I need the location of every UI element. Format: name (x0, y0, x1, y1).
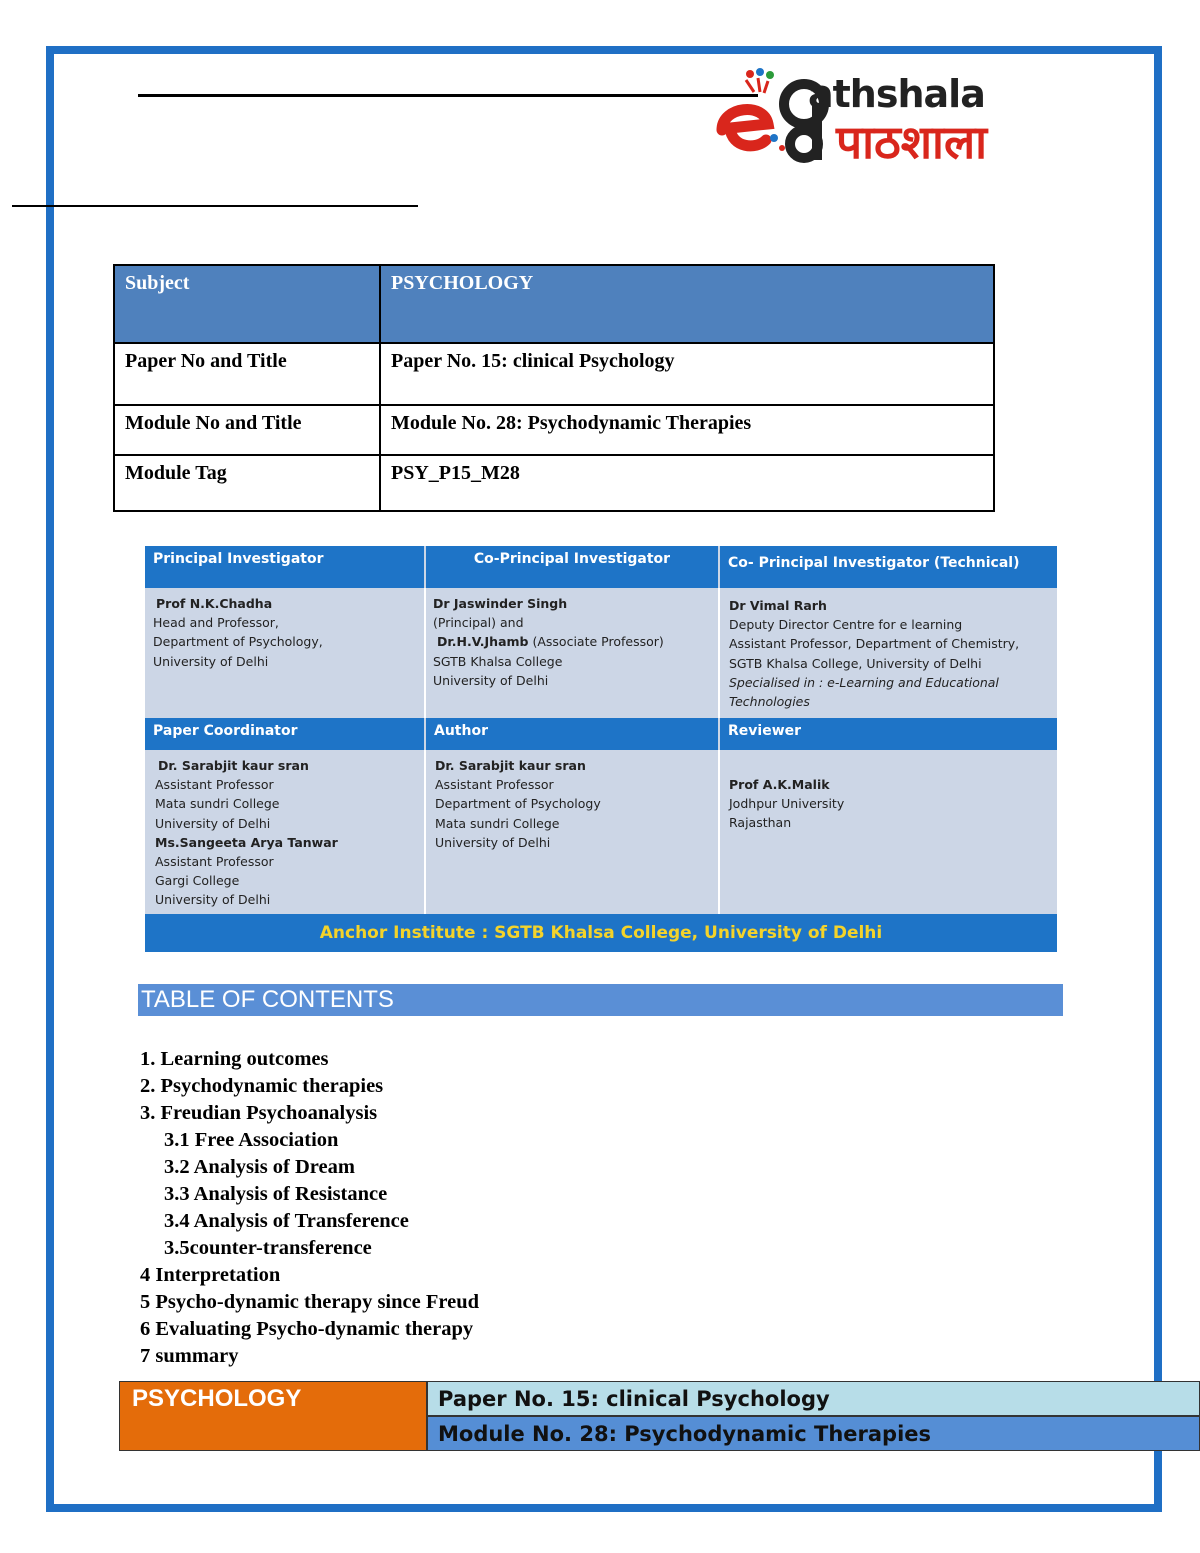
toc-list (140, 1046, 479, 1370)
coordinator-line: Assistant Professor (155, 777, 274, 793)
reviewer-details (729, 775, 1054, 833)
toc-item[interactable]: 7 summary (140, 1345, 239, 1367)
toc-item[interactable]: 1. Learning outcomes (140, 1048, 329, 1070)
toc-item[interactable]: 3.1 Free Association (164, 1129, 339, 1151)
copi-tech-details (729, 596, 1054, 711)
epathshala-logo (712, 66, 1068, 170)
module-tag-label: Module Tag (114, 455, 380, 511)
paper-label: Paper No and Title (114, 343, 380, 405)
coordinator-details (155, 756, 423, 910)
subject-value: PSYCHOLOGY (380, 265, 994, 343)
copi-tech-line: Technologies (729, 694, 810, 710)
toc-item[interactable]: 3. Freudian Psychoanalysis (140, 1102, 378, 1124)
module-value: Module No. 28: Psychodynamic Therapies (380, 405, 994, 455)
copi-tech-name: Dr Vimal Rarh (729, 598, 827, 613)
table-row (114, 455, 994, 511)
logo-text-devanagari: पाठशाला (836, 115, 988, 169)
copi-tech-line: SGTB Khalsa College, University of Delhi (729, 655, 982, 671)
pi-name: Prof N.K.Chadha (156, 596, 273, 611)
footer-paper: Paper No. 15: clinical Psychology (427, 1381, 1200, 1416)
copi-tech-header: Co- Principal Investigator (Technical) (720, 546, 1057, 588)
footer-module: Module No. 28: Psychodynamic Therapies (427, 1416, 1200, 1451)
pi-line: Head and Professor, (153, 615, 279, 631)
coordinator-header: Paper Coordinator (145, 718, 424, 750)
copi-name-2-suffix: (Associate Professor) (528, 634, 664, 650)
paper-value: Paper No. 15: clinical Psychology (380, 343, 994, 405)
coordinator-line: Assistant Professor (155, 854, 274, 870)
copi-name: Dr Jaswinder Singh (433, 596, 568, 611)
copi-line: (Principal) and (433, 615, 524, 631)
toc-item[interactable]: 3.4 Analysis of Transference (164, 1210, 409, 1232)
author-line: Department of Psychology (435, 796, 601, 812)
toc-item[interactable]: 3.3 Analysis of Resistance (164, 1183, 388, 1205)
team-panel (145, 546, 1057, 952)
toc-item[interactable]: 4 Interpretation (140, 1264, 281, 1286)
pi-line: University of Delhi (153, 653, 269, 669)
table-row (114, 405, 994, 455)
column-divider (424, 588, 426, 718)
copi-tech-line: Specialised in : e-Learning and Educational (729, 674, 999, 690)
section-rule (12, 205, 418, 207)
reviewer-name: Prof A.K.Malik (729, 777, 830, 792)
table-row (114, 265, 994, 343)
column-divider (718, 588, 720, 718)
footer-subject: PSYCHOLOGY (119, 1381, 427, 1451)
toc-item[interactable]: 3.2 Analysis of Dream (164, 1156, 355, 1178)
copi-header: Co-Principal Investigator (426, 546, 718, 588)
reviewer-line: Jodhpur University (729, 796, 845, 812)
anchor-institute-bar: Anchor Institute : SGTB Khalsa College, University of Delhi (145, 914, 1057, 952)
copi-tech-line: Assistant Professor, Department of Chemistry, (729, 636, 1020, 652)
author-line: Assistant Professor (435, 777, 554, 793)
toc-item[interactable]: 6 Evaluating Psycho-dynamic therapy (140, 1318, 474, 1340)
author-details (435, 756, 718, 852)
copi-line: University of Delhi (433, 672, 549, 688)
author-header: Author (426, 718, 718, 750)
column-divider (424, 750, 426, 914)
coordinator-line: Mata sundri College (155, 796, 280, 812)
subject-label: Subject (114, 265, 380, 343)
toc-item[interactable]: 2. Psychodynamic therapies (140, 1075, 384, 1097)
header-rule (138, 94, 758, 97)
author-line: University of Delhi (435, 834, 551, 850)
column-divider (718, 750, 720, 914)
module-label: Module No and Title (114, 405, 380, 455)
author-line: Mata sundri College (435, 815, 560, 831)
coordinator-name: Dr. Sarabjit kaur sran (158, 758, 309, 773)
coordinator-line: University of Delhi (155, 815, 271, 831)
table-row (114, 343, 994, 405)
pi-details (153, 594, 423, 671)
copi-tech-line: Deputy Director Centre for e learning (729, 617, 963, 633)
coordinator-line: University of Delhi (155, 892, 271, 908)
module-tag-value: PSY_P15_M28 (380, 455, 994, 511)
pi-header: Principal Investigator (145, 546, 424, 588)
toc-item[interactable]: 5 Psycho-dynamic therapy since Freud (140, 1291, 480, 1313)
reviewer-line: Rajasthan (729, 815, 792, 831)
toc-heading: TABLE OF CONTENTS (138, 984, 1063, 1016)
module-info-table (113, 264, 995, 512)
pi-line: Department of Psychology, (153, 634, 323, 650)
coordinator-line: Gargi College (155, 873, 240, 889)
copi-line: SGTB Khalsa College (433, 653, 563, 669)
reviewer-header: Reviewer (720, 718, 1057, 750)
author-name: Dr. Sarabjit kaur sran (435, 758, 586, 773)
copi-details (433, 594, 718, 690)
logo-text-latin: athshala (808, 72, 985, 116)
copi-name-2: Dr.H.V.Jhamb (437, 634, 529, 650)
toc-item[interactable]: 3.5counter-transference (164, 1237, 372, 1259)
coordinator-name-2: Ms.Sangeeta Arya Tanwar (155, 834, 338, 850)
